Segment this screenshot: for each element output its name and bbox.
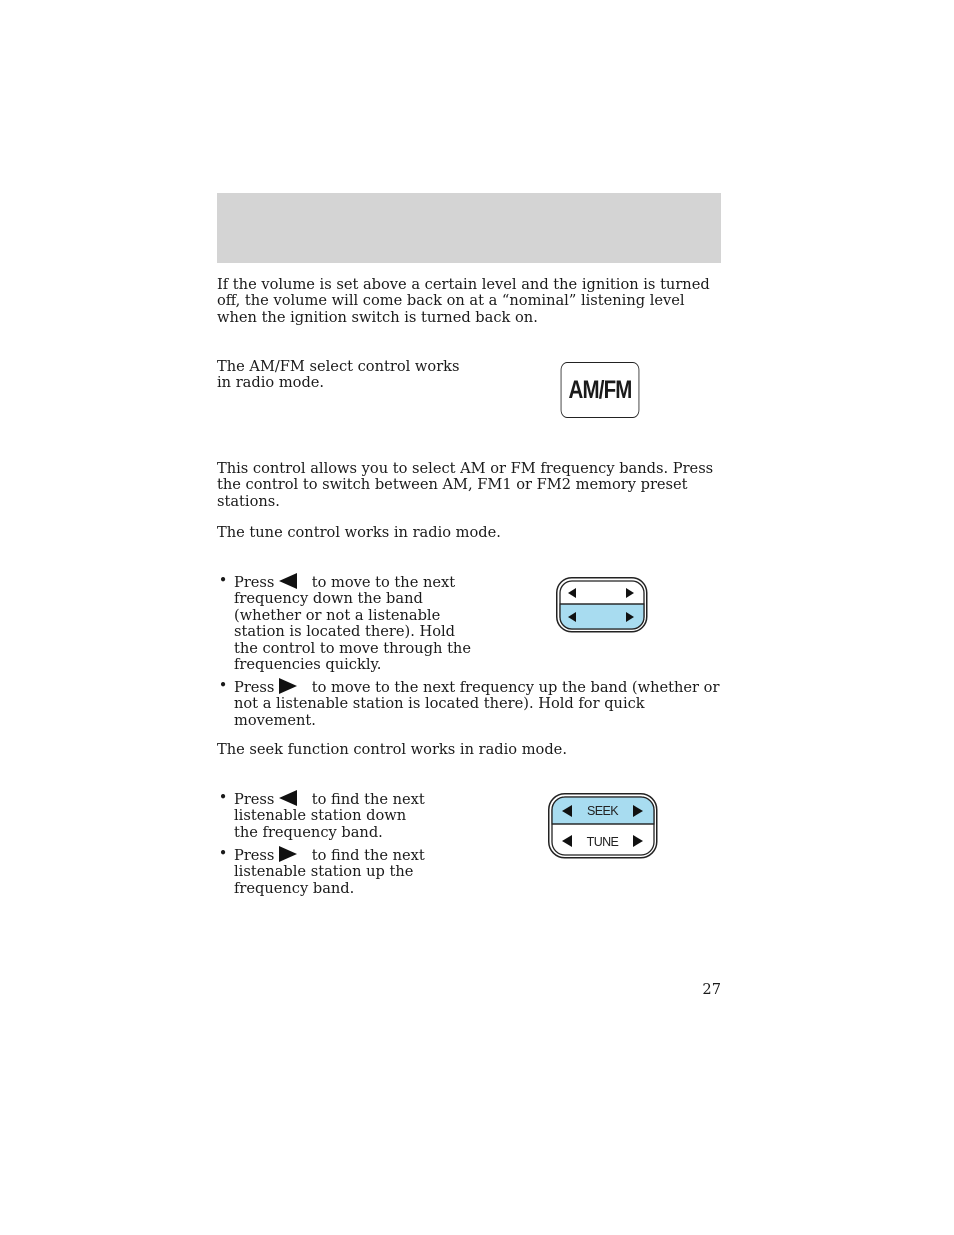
amfm-description-paragraph: This control allows you to select AM or FM frequency bands. Press the control to switch between AM, FM1 or FM2 memory preset stations. xyxy=(217,460,714,510)
arrow-left-icon xyxy=(279,790,297,806)
bullet-dot: • xyxy=(218,845,228,862)
bullet-dot: • xyxy=(218,572,228,589)
amfm-select-paragraph: The AM/FM select control works in radio mode. xyxy=(217,358,460,392)
arrow-left-icon xyxy=(279,573,297,589)
seek-intro-paragraph: The seek function control works in radio mode. xyxy=(217,741,567,758)
tune-bullet-down-text: to move to the next frequency down the band (whether or not a listenable station is located there). Hold the control to move through the frequencies quickly. xyxy=(234,574,471,674)
amfm-button-icon xyxy=(561,362,640,418)
tune-bullet-down xyxy=(217,573,477,673)
section-header-band xyxy=(217,193,721,263)
bullet-dot: • xyxy=(218,789,228,806)
press-word: Press xyxy=(234,574,275,591)
page-number: 27 xyxy=(702,981,721,998)
seek-bullet-down-text: to find the next listenable station down the frequency band. xyxy=(234,791,425,841)
amfm-button-label: AM/FM xyxy=(568,375,632,404)
seek-bullet-up xyxy=(217,846,432,897)
seek-bullet-down xyxy=(217,790,432,841)
press-word: Press xyxy=(234,679,275,696)
seek-bullet-up-text: to find the next listenable station up the frequency band. xyxy=(234,847,425,897)
bullet-dot: • xyxy=(218,677,228,694)
tune-bullet-up-text: to move to the next frequency up the band (whether or not a listenable station is located there). Hold for quick movement. xyxy=(234,679,720,729)
seek-tune-control-icon xyxy=(548,793,658,863)
tune-bullet-up xyxy=(217,678,722,729)
arrow-right-icon xyxy=(279,678,297,694)
tune-intro-paragraph: The tune control works in radio mode. xyxy=(217,524,501,541)
tune-label: TUNE xyxy=(586,835,619,849)
tune-control-icon xyxy=(556,577,648,637)
press-word: Press xyxy=(234,791,275,808)
press-word: Press xyxy=(234,847,275,864)
volume-paragraph: If the volume is set above a certain level and the ignition is turned off, the volume will come back on at a “nominal” listening level when the ignition switch is turned back on. xyxy=(217,276,710,326)
seek-label: SEEK xyxy=(587,804,618,818)
arrow-right-icon xyxy=(279,846,297,862)
